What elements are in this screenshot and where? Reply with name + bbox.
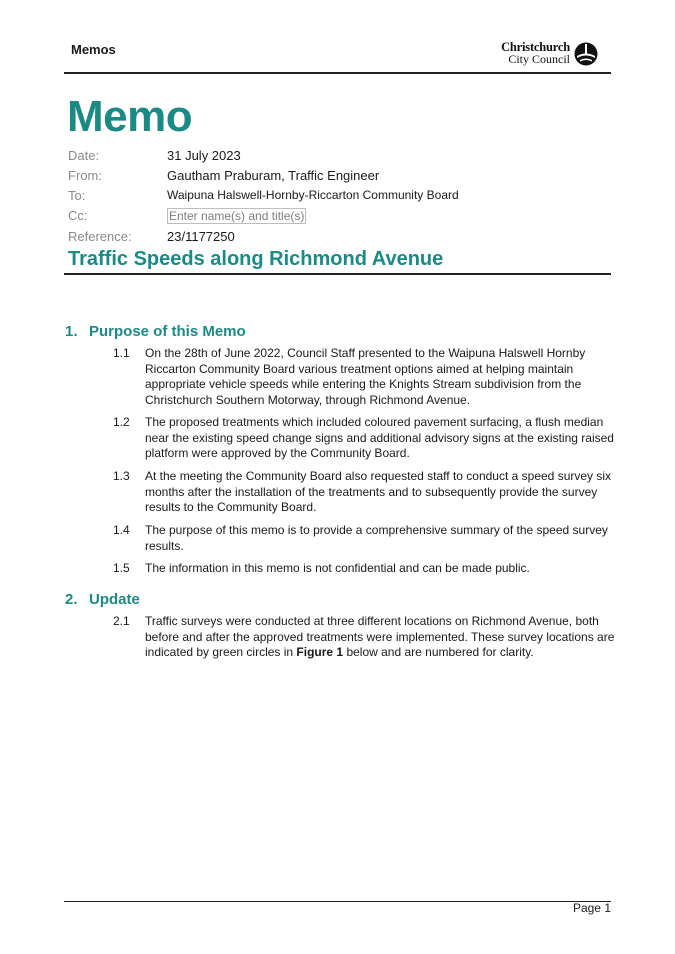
meta-label: Reference: [68,229,132,244]
paragraph [113,523,613,554]
page-number: Page 1 [572,901,611,915]
meta-value: Gautham Praburam, Traffic Engineer [167,168,380,183]
paragraph [113,415,613,462]
paragraph-number: 2.1 [113,614,130,628]
paragraph [113,469,613,516]
logo-line-2: City Council [508,52,570,66]
meta-label: To: [68,188,86,203]
running-header: Memos [71,42,116,57]
meta-label: Date: [68,148,100,163]
paragraph [113,561,613,577]
figure-reference: Figure 1 [296,645,344,659]
paragraph-text [145,614,615,661]
header-rule [64,72,611,74]
paragraph-text: The information in this memo is not confidential and can be made public. [145,561,530,575]
paragraph-text: The proposed treatments which included coloured pavement surfacing, a flush median near the existing speed change signs and additional advisory signs at the existing raised platform were approved by the Community Board. [145,415,614,460]
council-logo [498,41,600,67]
section-heading-purpose [65,323,246,340]
section-title: Update [89,591,140,608]
paragraph-text: On the 28th of June 2022, Council Staff presented to the Waipuna Halswell Hornby Riccarton Community Board various treatment options aimed at helping maintain appropriate vehicle speeds while entering the Knights Stream subdivision from the Christchurch Southern Motorway, through Richmond Avenue. [145,346,586,407]
footer-rule [64,901,611,902]
logo-line-1: Christchurch [501,40,570,54]
paragraph-text: At the meeting the Community Board also requested staff to conduct a speed survey six months after the installation of the treatments and to subsequently provide the survey results to the Community Board. [145,469,612,514]
paragraph-number: 1.4 [113,523,130,537]
page-title: Memo [67,92,193,141]
text-run: Traffic surveys were conducted at three different locations on Richmond Avenue, both before and after the approved treatments were implemented. These survey locations are indicated by green circles in [145,614,615,659]
subject-rule [64,273,611,275]
memo-subject: Traffic Speeds along Richmond Avenue [68,248,444,270]
paragraph-text: The purpose of this memo is to provide a comprehensive summary of the speed survey results. [145,523,608,553]
paragraph-number: 1.1 [113,346,130,360]
section-number: 2. [65,591,78,608]
paragraph [113,614,613,661]
cathedral-logo-icon [574,42,598,66]
section-heading-update [65,591,140,608]
meta-label: From: [68,168,102,183]
paragraph-number: 1.3 [113,469,130,483]
text-run: below and are numbered for clarity. [343,645,534,659]
meta-value: 23/1177250 [167,229,235,244]
paragraph-number: 1.2 [113,415,130,429]
section-number: 1. [65,323,78,340]
cc-placeholder-field[interactable]: Enter name(s) and title(s) [169,209,305,223]
meta-label: Cc: [68,208,88,223]
paragraph-number: 1.5 [113,561,130,575]
section-title: Purpose of this Memo [89,323,246,340]
paragraph [113,346,613,408]
meta-value: 31 July 2023 [167,148,241,163]
meta-value: Waipuna Halswell-Hornby-Riccarton Community Board [167,188,459,202]
